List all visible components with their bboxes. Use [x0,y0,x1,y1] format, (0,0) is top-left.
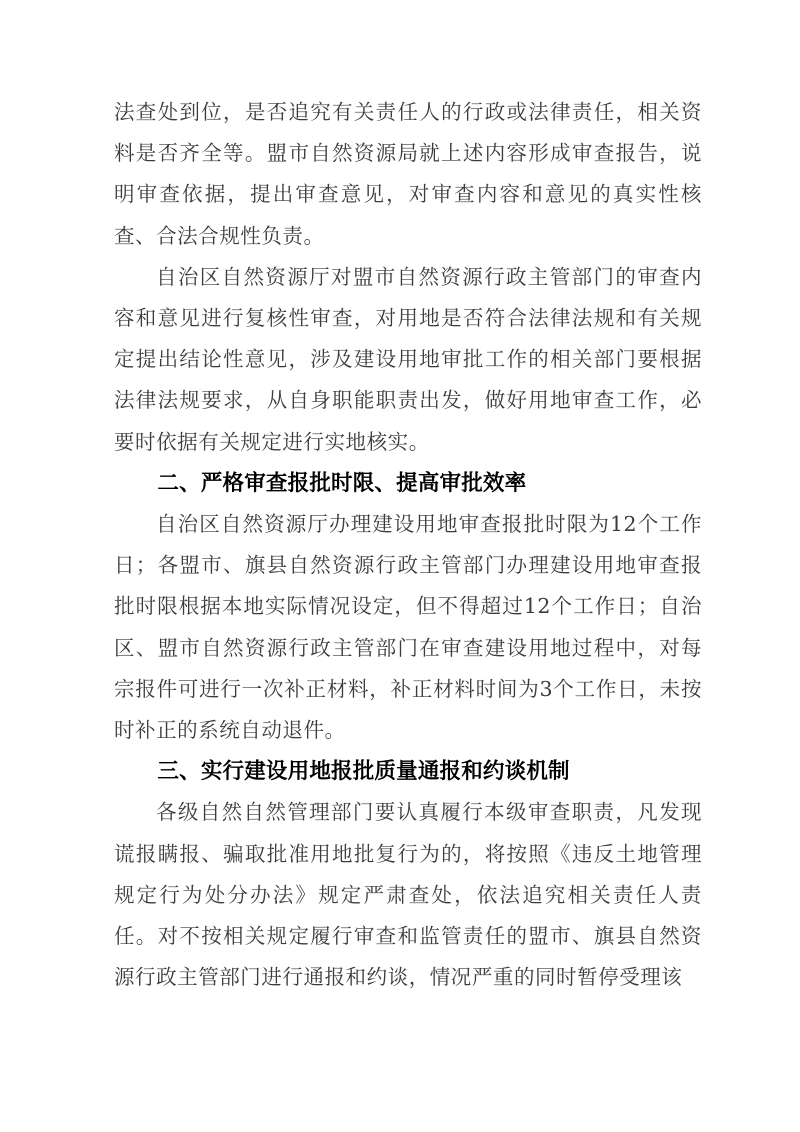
paragraph-autonomous-region-review: 自治区自然资源厅对盟市自然资源行政主管部门的审查内容和意见进行复核性审查，对用地是否符合法律法规和有关规定提出结论性意见，涉及建设用地审批工作的相关部门要根据法律法规要求，从自身职能职责出发，做好用地审查工作，必要时依据有关规定进行实地核实。 [114,264,702,454]
paragraph-review-time-limits: 自治区自然资源厅办理建设用地审查报批时限为12个工作日；各盟市、旗县自然资源行政主管部门办理建设用地审查报批时限根据本地实际情况设定，但不得超过12个工作日；自治区、盟市自然资源行政主管部门在审查建设用地过程中，对每宗报件可进行一次补正材料，补正材料时间为3个工作日，未按时补正的系统自动退件。 [114,512,702,743]
paragraph-continuation: 法查处到位，是否追究有关责任人的行政或法律责任，相关资料是否齐全等。盟市自然资源局就上述内容形成审查报告，说明审查依据，提出审查意见，对审查内容和意见的真实性核查、合法合规性负责。 [114,100,702,248]
paragraph-quality-notification-mechanism: 各级自然自然管理部门要认真履行本级审查职责，凡发现谎报瞒报、骗取批准用地批复行为的，将按照《违反土地管理规定行为处分办法》规定严肃查处，依法追究相关责任人责任。对不按相关规定履行审查和监管责任的盟市、旗县自然资源行政主管部门进行通报和约谈，情况严重的同时暂停受理该 [114,800,702,990]
section-heading-two: 二、严格审查报批时限、提高审批效率 [157,470,527,496]
document-body [114,92,702,998]
section-heading-three: 三、实行建设用地报批质量通报和约谈机制 [157,759,570,785]
